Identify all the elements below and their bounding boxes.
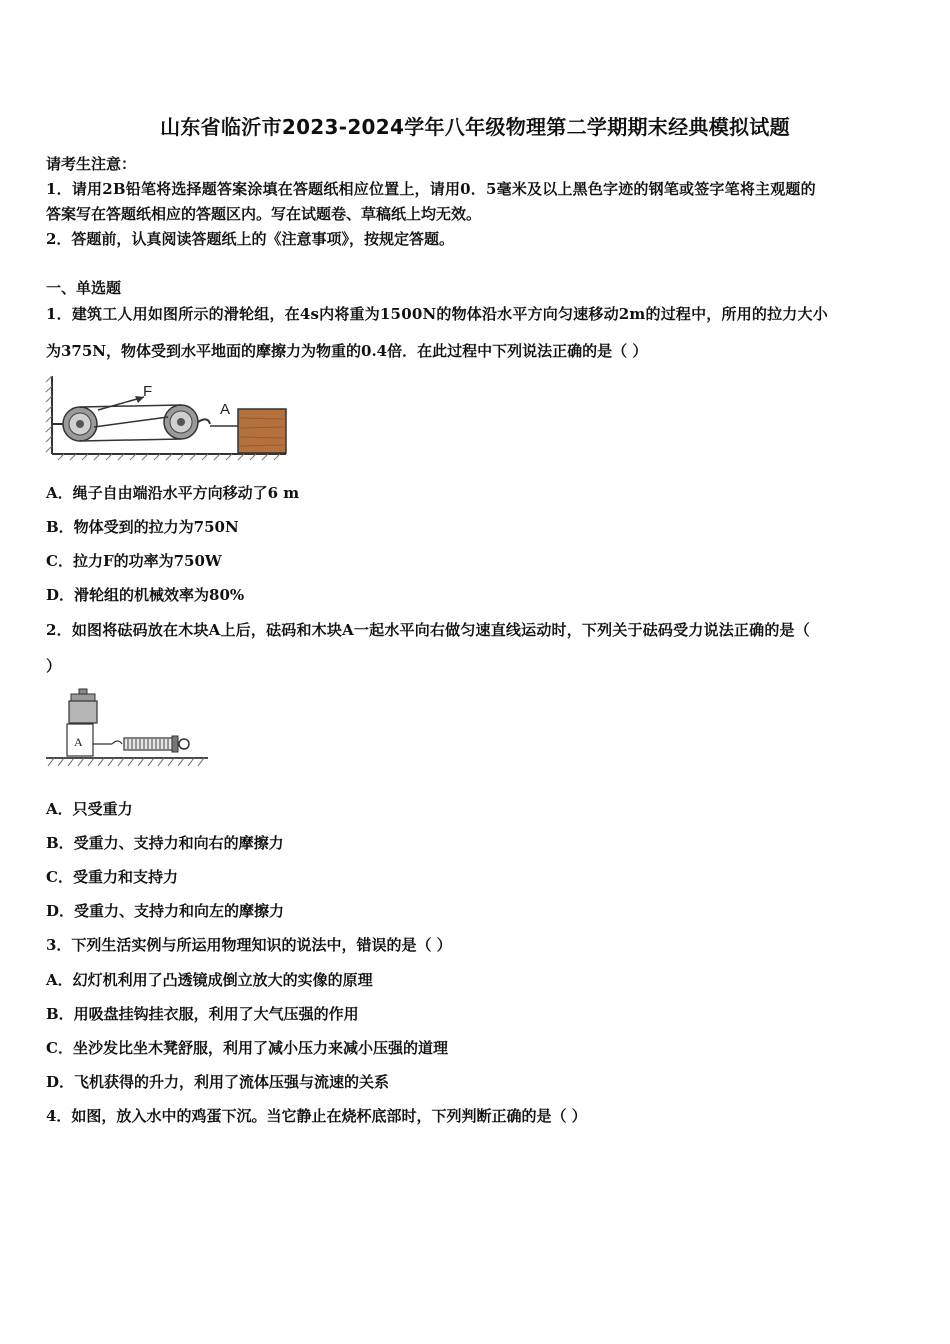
notice-item-2: 2．答题前，认真阅读答题纸上的《注意事项》，按规定答题。 — [46, 230, 454, 248]
wooden-block — [238, 409, 286, 453]
question-3-stem: 3．下列生活实例与所运用物理知识的说法中，错误的是（ ） — [46, 936, 452, 954]
notice-heading: 请考生注意： — [46, 155, 137, 173]
q2-option-a: A．只受重力 — [46, 800, 133, 818]
block-and-spring-scale-figure — [44, 686, 210, 774]
exam-title: 山东省临沂市2023-2024学年八年级物理第二学期期末经典模拟试题 — [160, 115, 790, 139]
q1-option-c: C．拉力F的功率为750W — [46, 552, 222, 570]
question-4-stem: 4．如图，放入水中的鸡蛋下沉。当它静止在烧杯底部时，下列判断正确的是（ ） — [46, 1107, 587, 1125]
q3-option-b: B．用吸盘挂钩挂衣服，利用了大气压强的作用 — [46, 1005, 359, 1023]
q1-option-d: D．滑轮组的机械效率为80% — [46, 586, 245, 604]
pulley-system-figure — [44, 372, 290, 464]
q3-option-d: D．飞机获得的升力，利用了流体压强与流速的关系 — [46, 1073, 390, 1091]
question-2-stem-line-1: 2．如图将砝码放在木块A上后，砝码和木块A一起水平向右做匀速直线运动时，下列关于砝码受力说法正确的是（ — [46, 621, 810, 639]
question-1-stem-line-1: 1．建筑工人用如图所示的滑轮组，在4s内将重为1500N的物体沿水平方向匀速移动2m的过程中，所用的拉力大小 — [46, 305, 828, 323]
q3-option-a: A．幻灯机利用了凸透镜成倒立放大的实像的原理 — [46, 971, 373, 989]
q2-option-d: D．受重力、支持力和向左的摩擦力 — [46, 902, 285, 920]
q2-option-c: C．受重力和支持力 — [46, 868, 178, 886]
question-2-stem-line-2: ） — [46, 657, 62, 675]
weight — [69, 701, 97, 723]
force-label: F — [143, 383, 153, 400]
block-a-label: A — [74, 735, 83, 749]
pulley-hook — [198, 419, 210, 424]
section-title: 一、单选题 — [46, 279, 122, 297]
notice-item-1-line-1: 1．请用2B铅笔将选择题答案涂填在答题纸相应位置上，请用0．5毫米及以上黑色字迹的钢笔或签字笔将主观题的 — [46, 180, 816, 198]
scale-ring — [179, 739, 189, 749]
q3-option-c: C．坐沙发比坐木凳舒服，利用了减小压力来减小压强的道理 — [46, 1039, 448, 1057]
weight-knob — [79, 689, 87, 694]
notice-item-1-line-2: 答案写在答题纸相应的答题区内。写在试题卷、草稿纸上均无效。 — [46, 205, 482, 223]
question-1-stem-line-2: 为375N，物体受到水平地面的摩擦力为物重的0.4倍．在此过程中下列说法正确的是（ ） — [46, 342, 648, 360]
rope-middle — [94, 417, 168, 427]
q1-option-a: A．绳子自由端沿水平方向移动了6 m — [46, 484, 300, 502]
rope-bottom — [80, 439, 181, 441]
block-label: A — [220, 401, 231, 418]
rope-top — [80, 405, 181, 407]
q2-option-b: B．受重力、支持力和向右的摩擦力 — [46, 834, 284, 852]
ground-hatch — [48, 758, 204, 766]
scale-hook — [112, 741, 122, 744]
q1-option-b: B．物体受到的拉力为750N — [46, 518, 239, 536]
